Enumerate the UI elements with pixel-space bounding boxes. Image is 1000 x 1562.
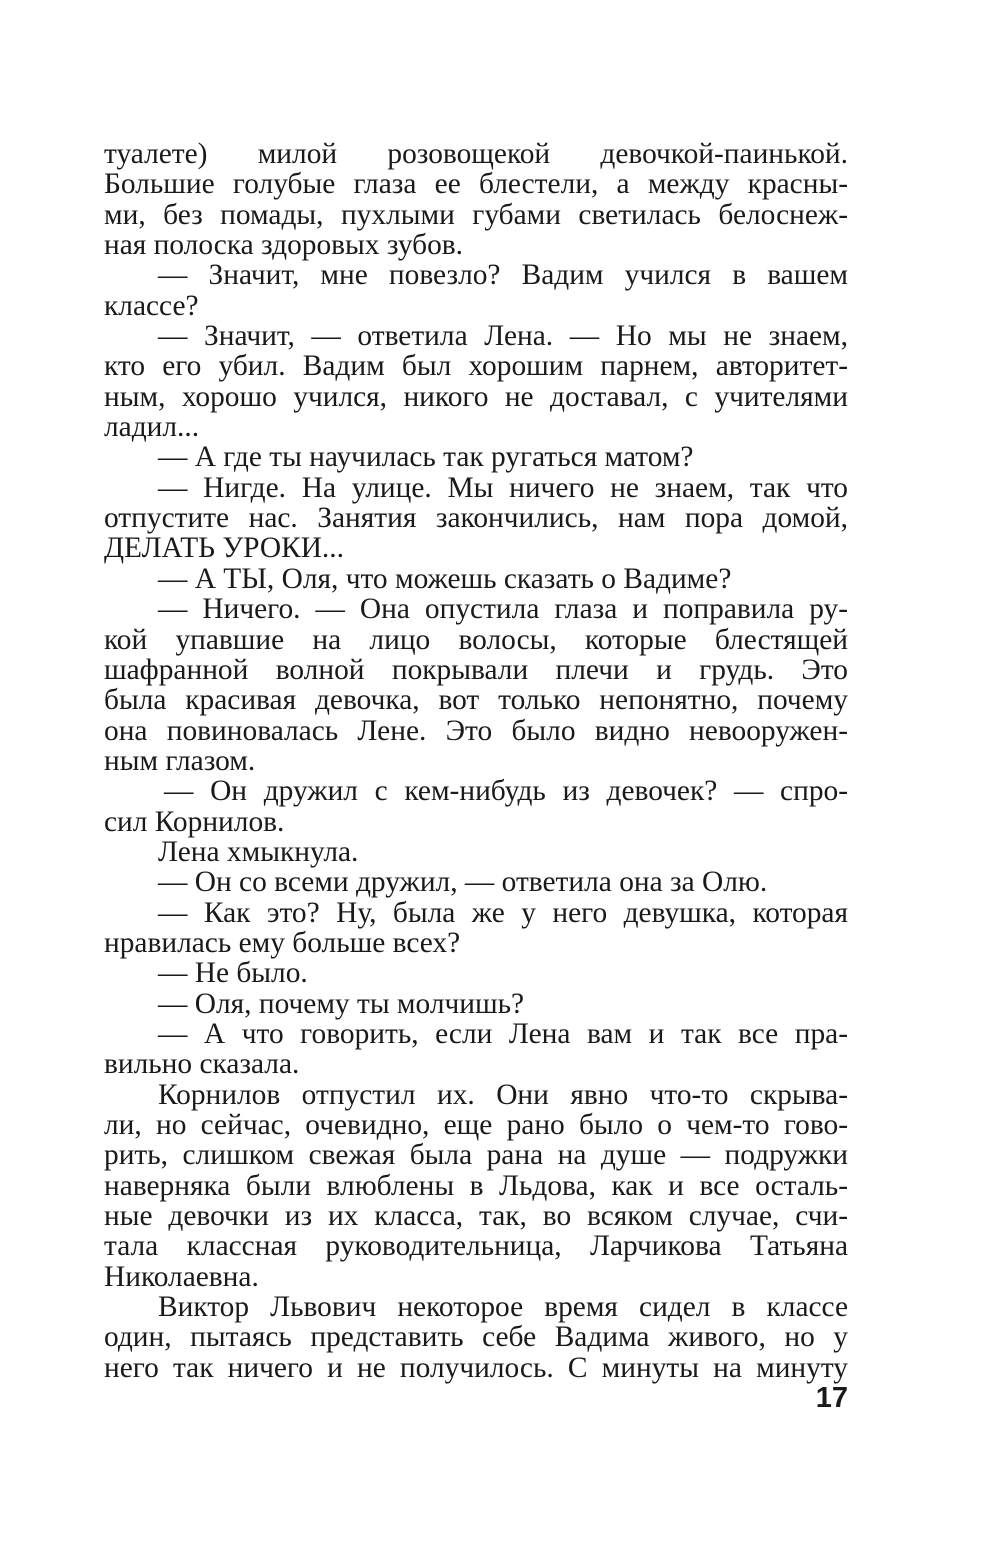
text-line: Большие голубые глаза ее блестели, а между красны- xyxy=(104,168,848,201)
text-line: него так ничего и не получилось. С минуты на минуту xyxy=(104,1351,848,1384)
text-line: была красивая девочка, вот только непонятно, почему xyxy=(104,684,848,717)
text-line: — Значит, мне повезло? Вадим учился в вашем xyxy=(158,259,848,292)
text-line: Корнилов отпустил их. Они явно что-то скрыва- xyxy=(158,1078,848,1111)
page-number: 17 xyxy=(815,1382,848,1414)
text-line: — Значит, — ответила Лена. — Но мы не знаем, xyxy=(158,320,848,353)
text-line: отпустите нас. Занятия закончились, нам пора домой, xyxy=(104,502,848,535)
text-line: ные девочки из их класса, так, во всяком случае, счи- xyxy=(104,1200,848,1233)
text-line: она повиновалась Лене. Это было видно невооружен- xyxy=(104,714,848,747)
text-line: кто его убил. Вадим был хорошим парнем, авторитет- xyxy=(104,350,848,383)
text-line: шафранной волной покрывали плечи и грудь. Это xyxy=(104,653,848,686)
text-line: вильно сказала. xyxy=(104,1048,300,1081)
text-line: — Оля, почему ты молчишь? xyxy=(158,987,525,1020)
text-line: — А ТЫ, Оля, что можешь сказать о Вадиме? xyxy=(158,562,732,595)
text-line: Николаевна. xyxy=(104,1260,259,1293)
text-line: нравилась ему больше всех? xyxy=(104,926,461,959)
text-line: кой упавшие на лицо волосы, которые блестящей xyxy=(104,623,848,656)
text-line: — Как это? Ну, была же у него девушка, которая xyxy=(158,896,848,929)
text-line: наверняка были влюблены в Льдова, как и все осталь- xyxy=(104,1169,848,1202)
text-line: — Он со всеми дружил, — ответила она за Олю. xyxy=(158,866,768,899)
text-line: Лена хмыкнула. xyxy=(158,835,359,868)
text-line: классе? xyxy=(104,289,199,322)
text-line: — Он дружил с кем-нибудь из девочек? — спро- xyxy=(164,775,848,808)
text-line: ным, хорошо учился, никого не доставал, с учителями xyxy=(104,380,848,413)
page-text xyxy=(104,139,848,1383)
text-line: ми, без помады, пухлыми губами светилась белоснеж- xyxy=(104,198,848,231)
text-line: один, пытаясь представить себе Вадима живого, но у xyxy=(104,1321,848,1354)
text-line: Виктор Львович некоторое время сидел в классе xyxy=(158,1291,848,1324)
text-line: ная полоска здоровых зубов. xyxy=(104,229,464,262)
text-line: ли, но сейчас, очевидно, еще рано было о чем-то гово- xyxy=(104,1109,848,1141)
text-line: ДЕЛАТЬ УРОКИ... xyxy=(104,532,344,565)
text-line: — Не было. xyxy=(158,957,308,990)
text-line: — А где ты научилась так ругаться матом? xyxy=(158,441,694,474)
text-line: — Нигде. На улице. Мы ничего не знаем, так что xyxy=(158,471,848,504)
text-line: рить, слишком свежая была рана на душе — подружки xyxy=(104,1139,848,1172)
text-line: туалете) милой розовощекой девочкой-паинькой. xyxy=(104,138,848,170)
text-line: ладил... xyxy=(104,411,200,444)
text-line: ным глазом. xyxy=(104,744,256,777)
text-line: — А что говорить, если Лена вам и так все пра- xyxy=(158,1017,848,1050)
text-line: сил Корнилов. xyxy=(104,805,285,838)
text-line: тала классная руководительница, Ларчикова Татьяна xyxy=(104,1230,848,1263)
text-line: — Ничего. — Она опустила глаза и поправила ру- xyxy=(158,593,848,626)
